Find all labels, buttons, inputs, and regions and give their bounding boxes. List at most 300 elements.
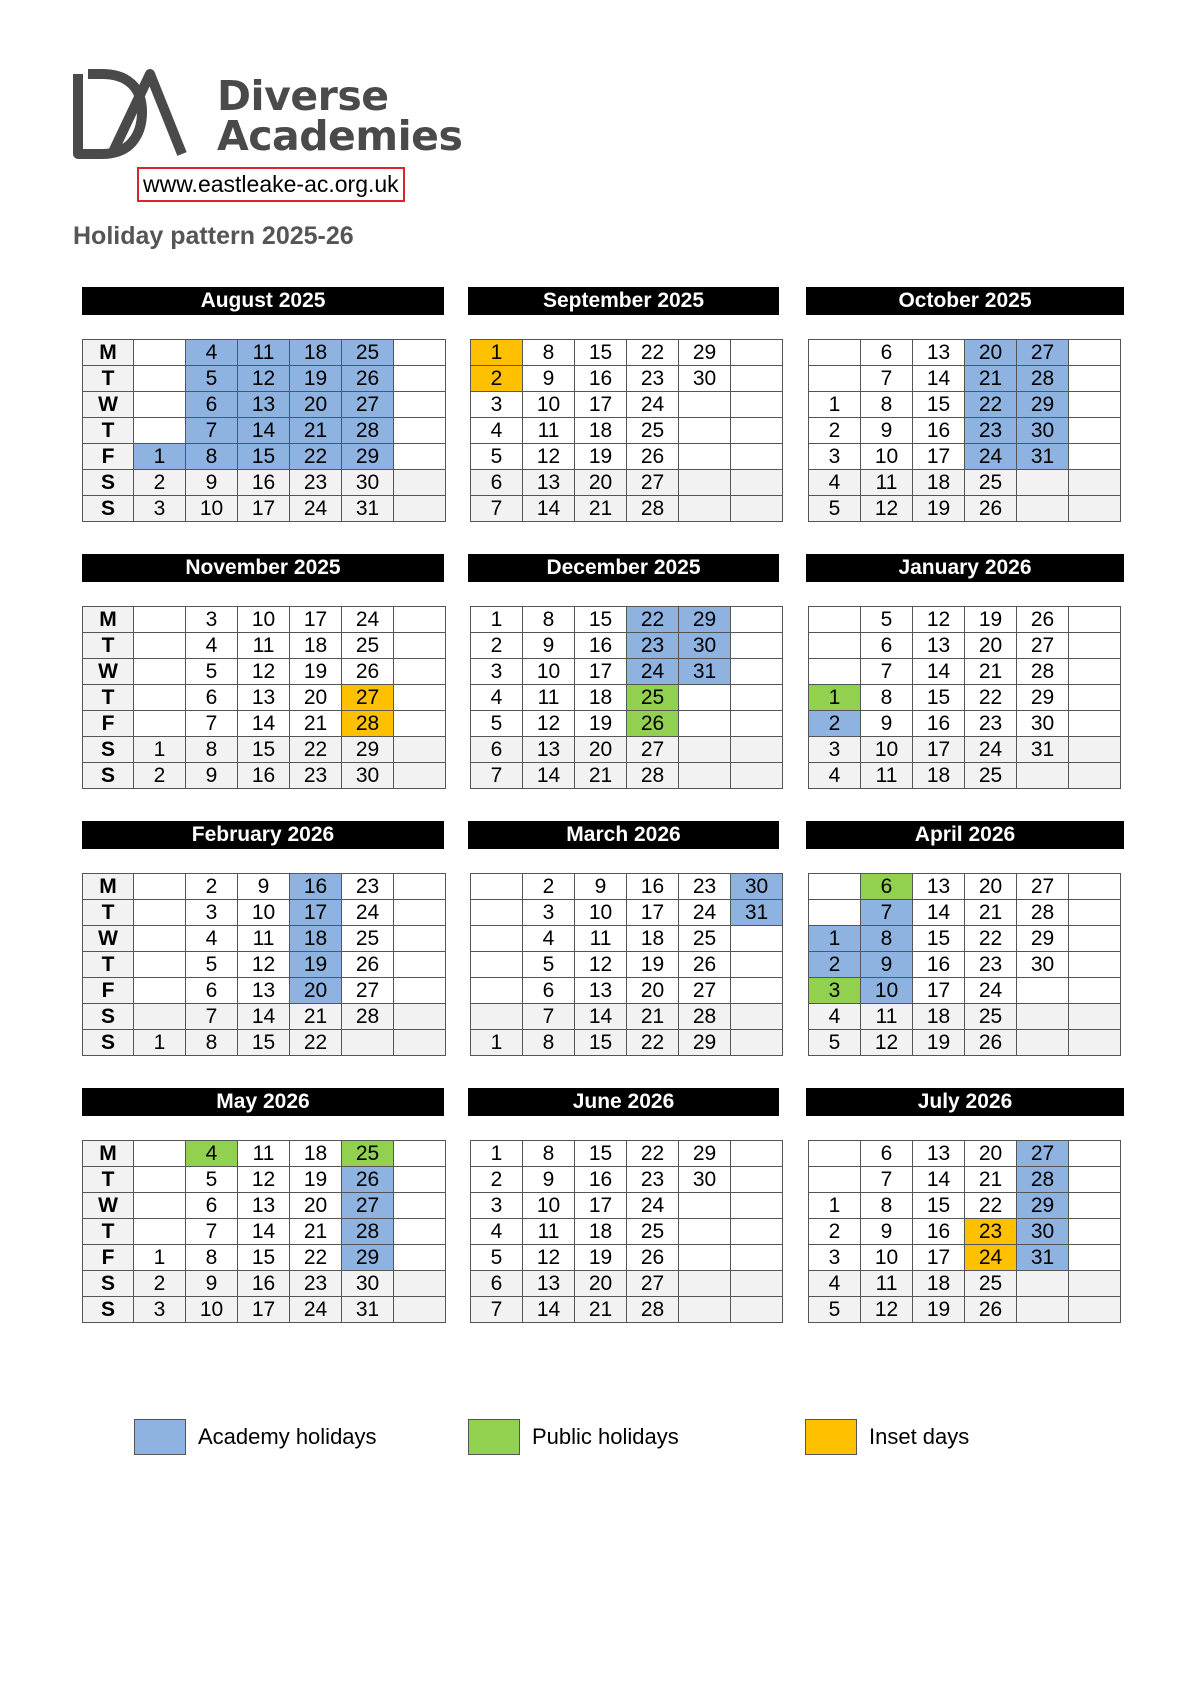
date-cell: 14 <box>913 1167 965 1193</box>
date-cell <box>809 340 861 366</box>
date-cell: 15 <box>238 1245 290 1271</box>
date-cell: 7 <box>471 1297 523 1323</box>
date-cell: 9 <box>238 874 290 900</box>
date-cell: 11 <box>861 1271 913 1297</box>
date-cell: 3 <box>809 1245 861 1271</box>
date-cell <box>731 633 783 659</box>
date-cell <box>731 711 783 737</box>
date-cell <box>1069 1245 1121 1271</box>
date-cell: 28 <box>342 1219 394 1245</box>
date-cell: 17 <box>913 978 965 1004</box>
week-row <box>471 470 783 496</box>
date-cell: 4 <box>471 418 523 444</box>
date-cell <box>1017 1271 1069 1297</box>
date-cell: 15 <box>238 737 290 763</box>
date-cell: 12 <box>523 1245 575 1271</box>
date-cell <box>394 444 446 470</box>
legend-label-academy: Academy holidays <box>198 1424 377 1449</box>
date-cell <box>731 340 783 366</box>
brand-line-2: Academies <box>217 112 463 160</box>
week-row <box>471 1219 783 1245</box>
date-cell <box>1069 1271 1121 1297</box>
date-cell <box>809 1167 861 1193</box>
date-cell: 27 <box>1017 874 1069 900</box>
date-cell <box>731 1245 783 1271</box>
month-calendar <box>82 339 446 522</box>
date-cell <box>134 900 186 926</box>
date-cell <box>1069 685 1121 711</box>
diverse-academies-logo <box>72 68 192 164</box>
date-cell: 6 <box>186 685 238 711</box>
date-cell <box>394 470 446 496</box>
date-cell: 7 <box>861 1167 913 1193</box>
month-calendar <box>808 339 1121 522</box>
date-cell: 14 <box>523 496 575 522</box>
day-label: S <box>83 470 134 496</box>
date-cell: 16 <box>290 874 342 900</box>
date-cell <box>1069 1193 1121 1219</box>
date-cell: 24 <box>290 1297 342 1323</box>
day-label: F <box>83 1245 134 1271</box>
date-cell: 1 <box>134 1245 186 1271</box>
week-row <box>809 1167 1121 1193</box>
date-cell: 23 <box>627 1167 679 1193</box>
week-row <box>83 1271 446 1297</box>
date-cell: 14 <box>913 366 965 392</box>
date-cell: 1 <box>471 607 523 633</box>
week-row <box>471 900 783 926</box>
date-cell <box>679 1245 731 1271</box>
date-cell: 31 <box>1017 1245 1069 1271</box>
date-cell: 23 <box>965 1219 1017 1245</box>
date-cell: 10 <box>238 607 290 633</box>
week-row <box>83 1193 446 1219</box>
public-swatch <box>468 1419 520 1455</box>
date-cell: 24 <box>627 1193 679 1219</box>
date-cell <box>731 685 783 711</box>
date-cell: 2 <box>523 874 575 900</box>
date-cell: 15 <box>238 444 290 470</box>
week-row <box>471 633 783 659</box>
date-cell <box>731 1219 783 1245</box>
month-header: June 2026 <box>468 1088 779 1116</box>
date-cell <box>134 1141 186 1167</box>
date-cell <box>1069 1141 1121 1167</box>
day-label: M <box>83 1141 134 1167</box>
month-header: April 2026 <box>806 821 1124 849</box>
date-cell <box>394 366 446 392</box>
date-cell: 8 <box>861 926 913 952</box>
date-cell <box>731 1193 783 1219</box>
date-cell: 11 <box>523 418 575 444</box>
day-label: T <box>83 1167 134 1193</box>
date-cell: 20 <box>290 392 342 418</box>
date-cell <box>342 1030 394 1056</box>
date-cell: 14 <box>913 900 965 926</box>
date-cell: 18 <box>575 418 627 444</box>
date-cell: 6 <box>523 978 575 1004</box>
date-cell: 28 <box>1017 900 1069 926</box>
date-cell: 9 <box>186 1271 238 1297</box>
date-cell: 13 <box>238 1193 290 1219</box>
date-cell: 7 <box>861 659 913 685</box>
date-cell: 2 <box>471 1167 523 1193</box>
date-cell: 9 <box>523 633 575 659</box>
date-cell <box>679 1297 731 1323</box>
date-cell: 30 <box>342 470 394 496</box>
week-row <box>809 392 1121 418</box>
date-cell <box>679 1271 731 1297</box>
date-cell <box>134 1004 186 1030</box>
date-cell: 5 <box>471 711 523 737</box>
date-cell: 28 <box>1017 366 1069 392</box>
date-cell <box>1069 418 1121 444</box>
date-cell: 25 <box>965 1004 1017 1030</box>
date-cell: 9 <box>861 418 913 444</box>
date-cell <box>471 1004 523 1030</box>
date-cell: 18 <box>913 1271 965 1297</box>
date-cell: 3 <box>134 1297 186 1323</box>
date-cell: 15 <box>575 1030 627 1056</box>
date-cell <box>394 763 446 789</box>
date-cell <box>1069 1030 1121 1056</box>
date-cell <box>1017 496 1069 522</box>
week-row <box>83 340 446 366</box>
date-cell: 2 <box>471 633 523 659</box>
date-cell: 3 <box>186 900 238 926</box>
date-cell <box>679 1193 731 1219</box>
date-cell <box>134 607 186 633</box>
date-cell: 28 <box>627 496 679 522</box>
date-cell: 26 <box>627 711 679 737</box>
month-calendar <box>808 1140 1121 1323</box>
date-cell: 18 <box>913 1004 965 1030</box>
date-cell <box>1069 926 1121 952</box>
date-cell: 13 <box>523 737 575 763</box>
date-cell: 8 <box>523 1030 575 1056</box>
week-row <box>83 874 446 900</box>
legend-academy <box>134 1418 377 1456</box>
date-cell: 9 <box>575 874 627 900</box>
date-cell <box>394 978 446 1004</box>
week-row <box>471 1193 783 1219</box>
date-cell: 12 <box>238 366 290 392</box>
date-cell: 18 <box>575 685 627 711</box>
date-cell <box>1069 952 1121 978</box>
date-cell: 22 <box>627 1030 679 1056</box>
date-cell: 19 <box>575 1245 627 1271</box>
date-cell: 9 <box>861 711 913 737</box>
month-header: March 2026 <box>468 821 779 849</box>
date-cell: 17 <box>290 900 342 926</box>
week-row <box>83 418 446 444</box>
date-cell: 19 <box>965 607 1017 633</box>
date-cell: 18 <box>575 1219 627 1245</box>
date-cell <box>394 1297 446 1323</box>
date-cell: 29 <box>342 1245 394 1271</box>
date-cell: 24 <box>965 978 1017 1004</box>
date-cell: 27 <box>627 737 679 763</box>
date-cell <box>394 711 446 737</box>
date-cell: 14 <box>238 1219 290 1245</box>
date-cell: 1 <box>134 1030 186 1056</box>
week-row <box>471 763 783 789</box>
date-cell: 25 <box>965 1271 1017 1297</box>
week-row <box>471 737 783 763</box>
date-cell: 18 <box>913 470 965 496</box>
date-cell: 28 <box>342 711 394 737</box>
date-cell <box>394 1219 446 1245</box>
date-cell <box>1069 711 1121 737</box>
date-cell: 19 <box>290 659 342 685</box>
date-cell <box>134 926 186 952</box>
date-cell: 11 <box>575 926 627 952</box>
date-cell: 1 <box>471 1141 523 1167</box>
date-cell: 20 <box>575 1271 627 1297</box>
month-calendar <box>470 873 783 1056</box>
date-cell: 21 <box>965 900 1017 926</box>
week-row <box>83 496 446 522</box>
date-cell: 12 <box>238 1167 290 1193</box>
date-cell: 18 <box>913 763 965 789</box>
date-cell: 4 <box>809 1271 861 1297</box>
day-label: S <box>83 496 134 522</box>
date-cell: 30 <box>1017 952 1069 978</box>
date-cell: 14 <box>523 763 575 789</box>
date-cell: 25 <box>627 685 679 711</box>
date-cell <box>679 763 731 789</box>
day-label: S <box>83 737 134 763</box>
month-header: September 2025 <box>468 287 779 315</box>
date-cell: 1 <box>471 340 523 366</box>
date-cell: 5 <box>186 952 238 978</box>
date-cell: 1 <box>471 1030 523 1056</box>
date-cell: 29 <box>679 1030 731 1056</box>
date-cell: 26 <box>627 1245 679 1271</box>
date-cell: 30 <box>679 633 731 659</box>
week-row <box>809 633 1121 659</box>
week-row <box>809 978 1121 1004</box>
date-cell <box>679 444 731 470</box>
month-calendar <box>82 873 446 1056</box>
day-label: S <box>83 763 134 789</box>
date-cell <box>731 926 783 952</box>
date-cell <box>394 952 446 978</box>
date-cell <box>809 366 861 392</box>
date-cell <box>394 1167 446 1193</box>
date-cell: 6 <box>471 470 523 496</box>
date-cell: 16 <box>238 470 290 496</box>
date-cell <box>809 900 861 926</box>
month-calendar <box>82 1140 446 1323</box>
day-label: M <box>83 340 134 366</box>
date-cell <box>679 418 731 444</box>
week-row <box>471 874 783 900</box>
date-cell: 7 <box>523 1004 575 1030</box>
date-cell <box>1069 737 1121 763</box>
date-cell: 23 <box>627 633 679 659</box>
week-row <box>809 1193 1121 1219</box>
week-row <box>809 1245 1121 1271</box>
date-cell: 5 <box>809 496 861 522</box>
date-cell <box>731 1004 783 1030</box>
date-cell: 3 <box>134 496 186 522</box>
date-cell: 26 <box>627 444 679 470</box>
date-cell: 30 <box>731 874 783 900</box>
date-cell <box>731 1297 783 1323</box>
date-cell <box>1069 1167 1121 1193</box>
date-cell <box>809 633 861 659</box>
date-cell: 15 <box>913 685 965 711</box>
date-cell: 5 <box>471 1245 523 1271</box>
date-cell: 3 <box>809 978 861 1004</box>
date-cell: 23 <box>290 763 342 789</box>
date-cell: 22 <box>290 737 342 763</box>
date-cell: 8 <box>186 1245 238 1271</box>
date-cell: 3 <box>471 392 523 418</box>
day-label: F <box>83 978 134 1004</box>
date-cell: 20 <box>965 340 1017 366</box>
date-cell: 27 <box>627 1271 679 1297</box>
date-cell: 3 <box>471 1193 523 1219</box>
date-cell <box>394 1271 446 1297</box>
date-cell: 17 <box>575 659 627 685</box>
date-cell: 2 <box>134 763 186 789</box>
date-cell: 19 <box>627 952 679 978</box>
date-cell: 22 <box>290 1030 342 1056</box>
date-cell: 8 <box>186 1030 238 1056</box>
date-cell: 24 <box>342 900 394 926</box>
date-cell <box>134 418 186 444</box>
date-cell: 12 <box>575 952 627 978</box>
date-cell <box>679 711 731 737</box>
date-cell: 15 <box>575 340 627 366</box>
week-row <box>83 1297 446 1323</box>
date-cell: 29 <box>342 444 394 470</box>
week-row <box>83 711 446 737</box>
date-cell: 22 <box>965 1193 1017 1219</box>
day-label: W <box>83 659 134 685</box>
legend-public <box>468 1418 679 1456</box>
date-cell: 10 <box>861 737 913 763</box>
date-cell: 11 <box>238 633 290 659</box>
date-cell: 21 <box>575 1297 627 1323</box>
date-cell: 29 <box>1017 1193 1069 1219</box>
academy-swatch <box>134 1419 186 1455</box>
week-row <box>83 1167 446 1193</box>
date-cell: 13 <box>913 340 965 366</box>
day-label: W <box>83 1193 134 1219</box>
date-cell: 30 <box>679 366 731 392</box>
date-cell: 17 <box>290 607 342 633</box>
date-cell: 3 <box>471 659 523 685</box>
date-cell: 17 <box>913 737 965 763</box>
date-cell: 22 <box>627 607 679 633</box>
date-cell: 26 <box>1017 607 1069 633</box>
date-cell: 11 <box>238 1141 290 1167</box>
day-label: T <box>83 952 134 978</box>
date-cell: 16 <box>627 874 679 900</box>
week-row <box>471 1245 783 1271</box>
date-cell: 8 <box>523 607 575 633</box>
month-header: December 2025 <box>468 554 779 582</box>
date-cell <box>679 392 731 418</box>
date-cell: 8 <box>186 444 238 470</box>
page-title: Holiday pattern 2025-26 <box>73 222 354 250</box>
date-cell: 25 <box>342 926 394 952</box>
week-row <box>809 711 1121 737</box>
date-cell: 20 <box>965 633 1017 659</box>
date-cell <box>679 737 731 763</box>
day-label: T <box>83 366 134 392</box>
website-url[interactable]: www.eastleake-ac.org.uk <box>137 167 405 202</box>
date-cell: 4 <box>523 926 575 952</box>
date-cell: 11 <box>861 763 913 789</box>
date-cell <box>1017 978 1069 1004</box>
date-cell: 6 <box>471 1271 523 1297</box>
date-cell: 22 <box>965 926 1017 952</box>
date-cell: 15 <box>238 1030 290 1056</box>
date-cell <box>1017 1004 1069 1030</box>
date-cell: 6 <box>186 392 238 418</box>
date-cell: 13 <box>238 685 290 711</box>
date-cell: 18 <box>290 633 342 659</box>
date-cell: 30 <box>1017 711 1069 737</box>
date-cell: 2 <box>809 711 861 737</box>
date-cell: 1 <box>809 685 861 711</box>
date-cell: 31 <box>1017 737 1069 763</box>
date-cell: 20 <box>290 1193 342 1219</box>
day-label: M <box>83 874 134 900</box>
date-cell: 31 <box>1017 444 1069 470</box>
date-cell: 1 <box>809 926 861 952</box>
date-cell <box>134 685 186 711</box>
date-cell: 20 <box>290 978 342 1004</box>
legend-inset <box>805 1418 969 1456</box>
date-cell: 16 <box>913 711 965 737</box>
week-row <box>809 763 1121 789</box>
date-cell: 28 <box>679 1004 731 1030</box>
date-cell: 20 <box>290 685 342 711</box>
date-cell: 23 <box>965 952 1017 978</box>
week-row <box>471 607 783 633</box>
date-cell: 20 <box>627 978 679 1004</box>
week-row <box>809 1297 1121 1323</box>
date-cell <box>1069 1004 1121 1030</box>
date-cell: 8 <box>186 737 238 763</box>
week-row <box>809 1219 1121 1245</box>
date-cell <box>394 607 446 633</box>
date-cell: 29 <box>1017 685 1069 711</box>
date-cell: 9 <box>523 366 575 392</box>
week-row <box>83 737 446 763</box>
date-cell: 2 <box>186 874 238 900</box>
date-cell: 9 <box>861 952 913 978</box>
week-row <box>471 711 783 737</box>
date-cell: 30 <box>342 763 394 789</box>
date-cell: 12 <box>238 952 290 978</box>
date-cell: 1 <box>134 737 186 763</box>
date-cell <box>394 392 446 418</box>
day-label: T <box>83 685 134 711</box>
date-cell: 16 <box>238 763 290 789</box>
date-cell: 8 <box>861 1193 913 1219</box>
date-cell: 21 <box>965 659 1017 685</box>
date-cell: 14 <box>238 1004 290 1030</box>
date-cell <box>394 1245 446 1271</box>
week-row <box>809 1030 1121 1056</box>
date-cell <box>731 1141 783 1167</box>
